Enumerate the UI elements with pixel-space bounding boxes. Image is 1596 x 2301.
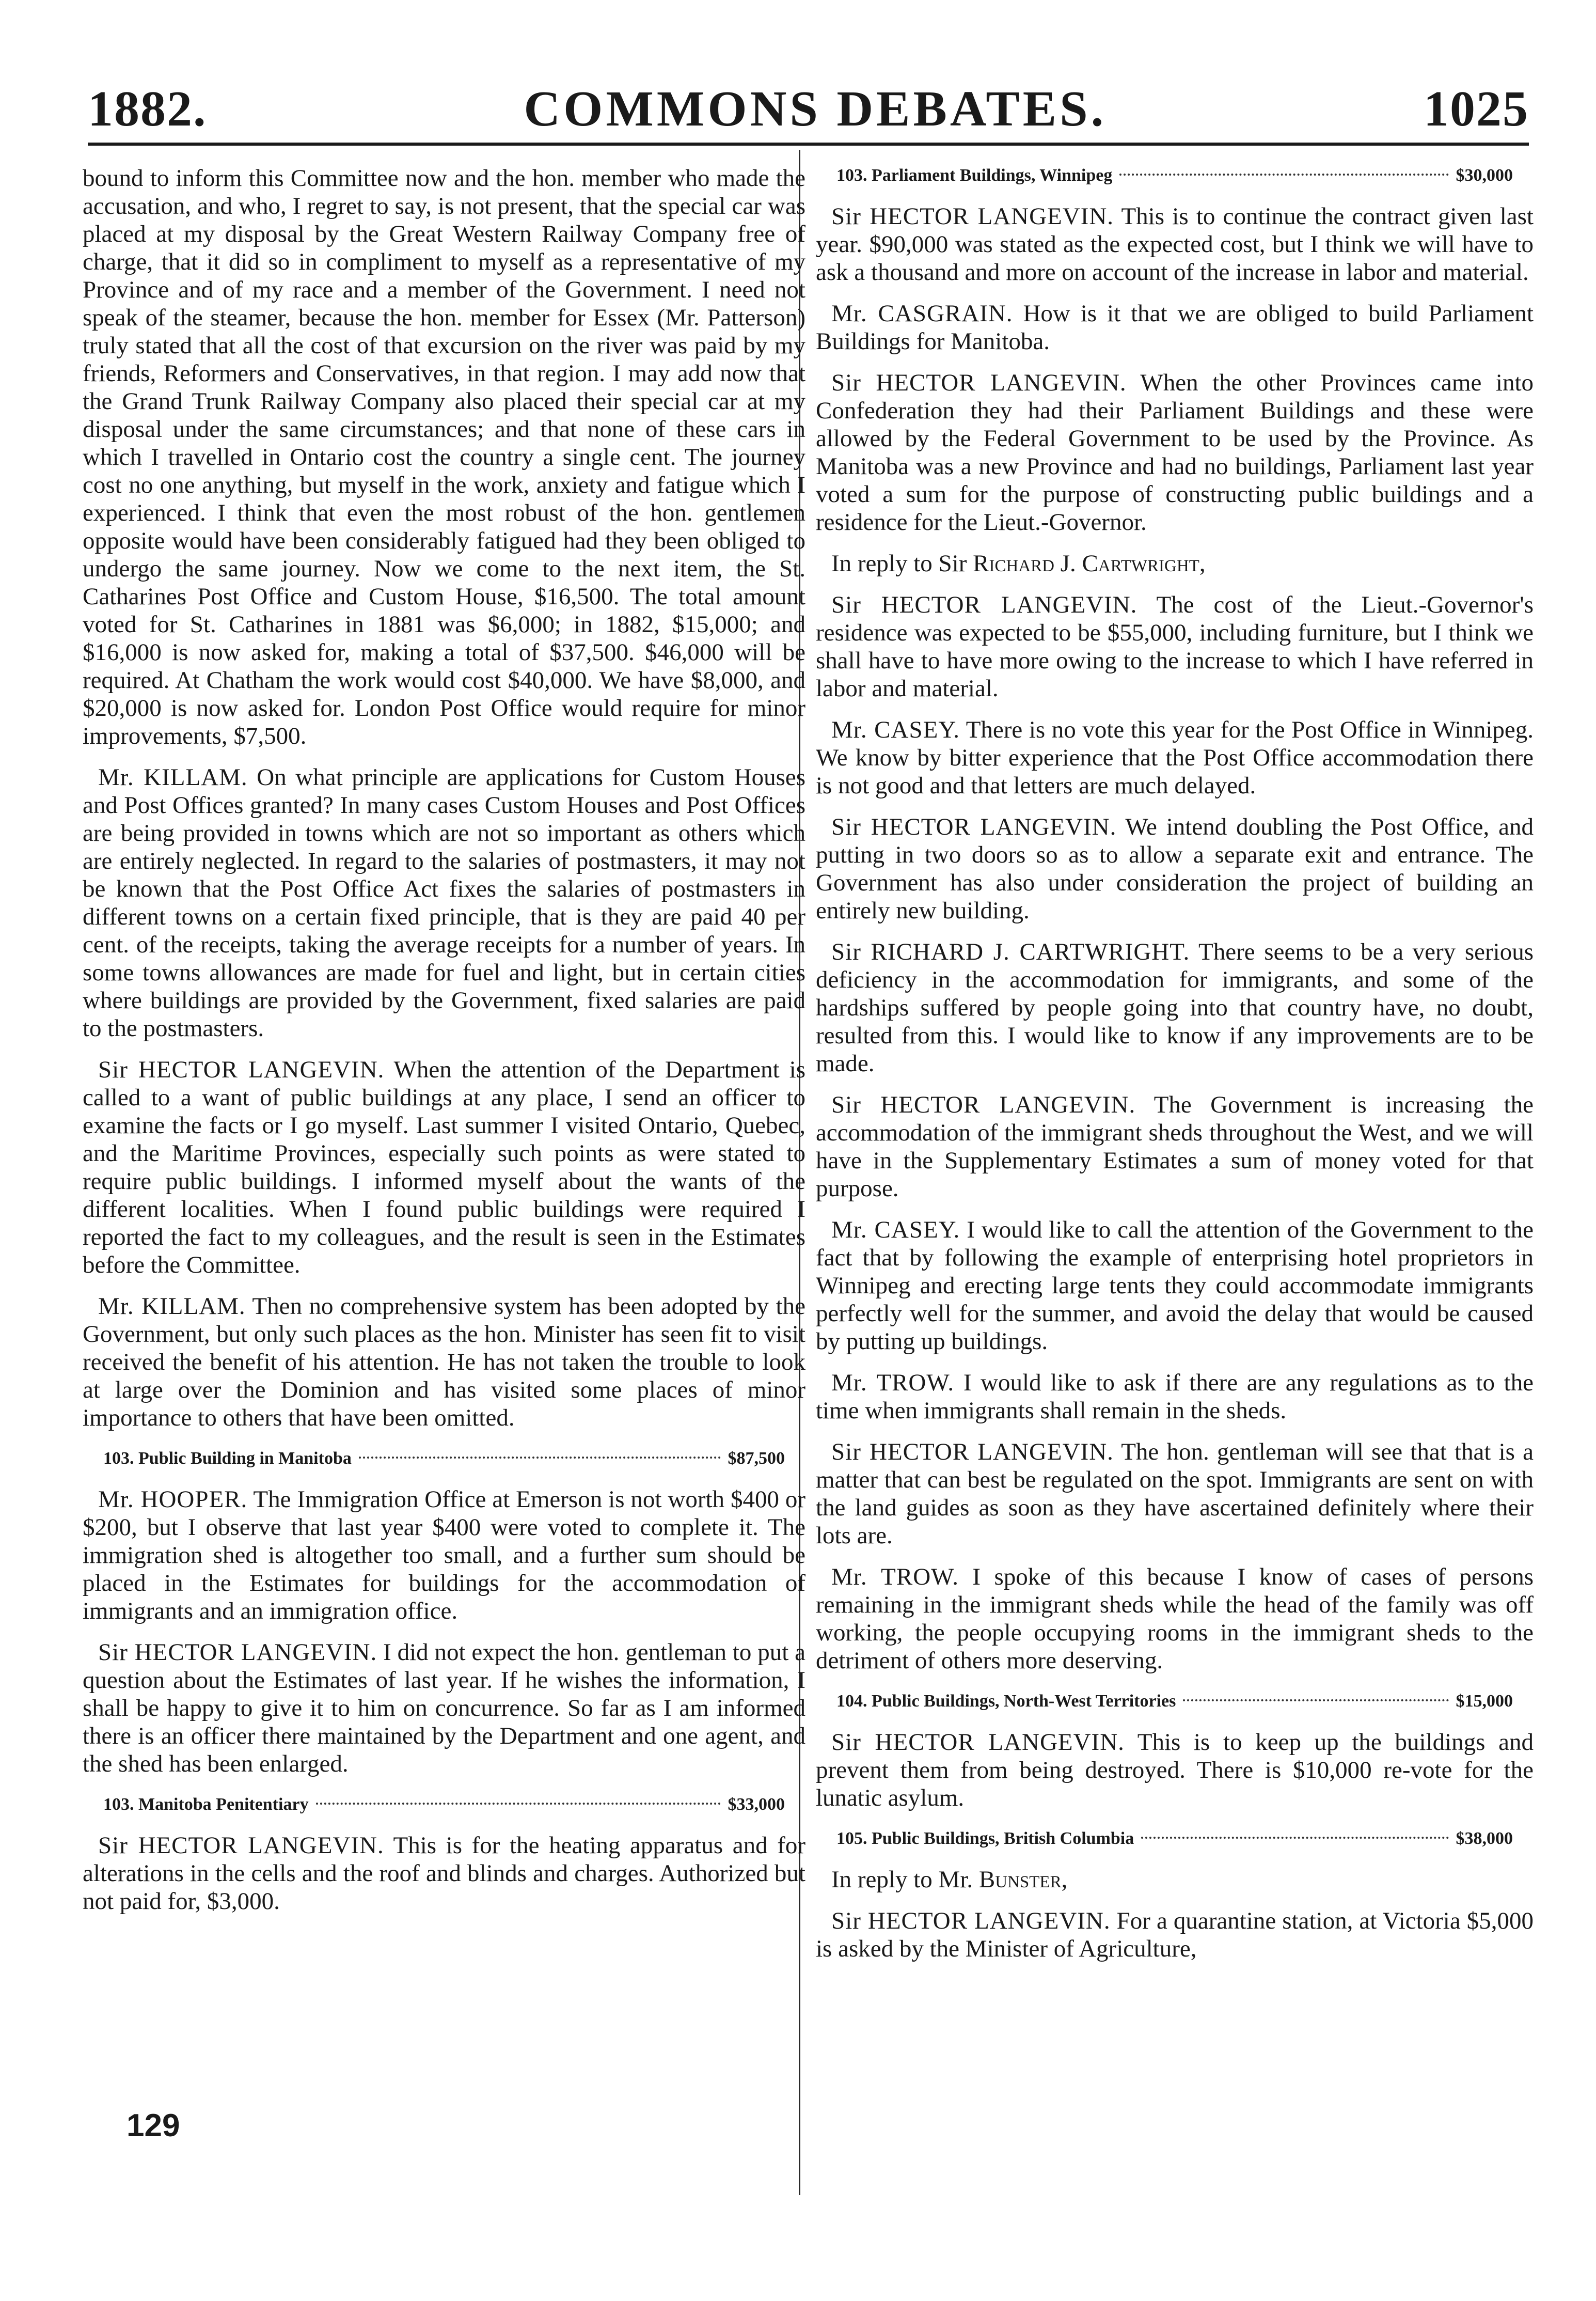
paragraph-text: Then no comprehensive system has been adopted by the Government, but only such places as the hon. Minister has seen fit to visit received the benefit of his attention. He has not taken the trouble to look at large over the Dominion and has visited some places of minor importance to others that have been omitted. bbox=[83, 1293, 806, 1431]
paragraph-text: I would like to ask if there are any regulations as to the time when immigrants shall remain in the sheds. bbox=[816, 1369, 1534, 1424]
paragraph bbox=[83, 164, 805, 750]
paragraph-text: This is to continue the contract given last year. $90,000 was stated as the expected cost, but I think we will have to ask a thousand and more on account of the increase in labor and material. bbox=[816, 203, 1534, 286]
paragraph bbox=[816, 1091, 1534, 1202]
speaker-name: Sir HECTOR LANGEVIN. bbox=[831, 1729, 1125, 1756]
speaker-name: Mr. CASEY. bbox=[831, 716, 960, 743]
paragraph bbox=[83, 1292, 805, 1432]
paragraph bbox=[83, 1056, 805, 1279]
reply-note-name: Richard J. Cartwright, bbox=[973, 550, 1206, 577]
paragraph bbox=[816, 1438, 1534, 1549]
speaker-name: Mr. CASGRAIN. bbox=[831, 300, 1013, 327]
leader-dots bbox=[1183, 1699, 1448, 1701]
estimate-label: 103. Public Building in Manitoba bbox=[103, 1449, 352, 1468]
paragraph-text: This is to keep up the buildings and prevent them from being destroyed. There is $10,000 re-vote for the lunatic asylum. bbox=[816, 1729, 1534, 1811]
paragraph bbox=[83, 1485, 805, 1625]
speaker-name: Sir HECTOR LANGEVIN. bbox=[98, 1639, 377, 1666]
speaker-name: Mr. TROW. bbox=[831, 1563, 959, 1590]
paragraph-text: I would like to call the attention of the Government to the fact that by following the example of enterprising hotel proprietors in Winnipeg and erecting large tents they could accommodate immigrants perfectly well for the summer, and avoid the delay that would be caused by putting up buildings. bbox=[816, 1216, 1534, 1355]
paragraph bbox=[83, 1638, 805, 1778]
header-page-number: 1025 bbox=[1423, 81, 1529, 137]
speaker-name: Mr. KILLAM. bbox=[98, 764, 248, 791]
header-year: 1882. bbox=[88, 81, 207, 137]
reply-note-text: In reply to Mr. bbox=[831, 1866, 973, 1893]
estimate-label: 104. Public Buildings, North-West Territories bbox=[836, 1692, 1176, 1711]
page-header bbox=[88, 72, 1529, 137]
estimate-item bbox=[83, 1447, 805, 1470]
estimate-amount: $30,000 bbox=[1456, 166, 1513, 185]
paragraph bbox=[83, 763, 805, 1042]
estimate-amount: $87,500 bbox=[728, 1449, 785, 1468]
estimate-label: 103. Parliament Buildings, Winnipeg bbox=[836, 166, 1113, 185]
paragraph-text: The cost of the Lieut.-Governor's residence was expected to be $55,000, including furniture, but I think we shall have to have more owing to the increase to which I have referred in labor and material. bbox=[816, 591, 1534, 702]
speaker-name: Mr. CASEY. bbox=[831, 1216, 960, 1243]
folio-number: 129 bbox=[127, 2108, 180, 2143]
paragraph-text: This is for the heating apparatus and for alterations in the cells and the roof and blinds and charges. Authorized but not paid for, $3,000. bbox=[83, 1832, 805, 1915]
leader-dots bbox=[1141, 1837, 1448, 1839]
speaker-name: Sir HECTOR LANGEVIN. bbox=[831, 369, 1127, 396]
speaker-name: Sir HECTOR LANGEVIN. bbox=[831, 591, 1137, 618]
paragraph bbox=[83, 1832, 805, 1915]
paragraph bbox=[816, 938, 1534, 1077]
paragraph-text: When the attention of the Department is called to a want of public buildings at any place, I send an officer to examine the facts or I go myself. Last summer I visited Ontario, Quebec, and the Maritime Provinces, especially such points as were stated to require public buildings. I informed myself about the wants of the different localities. When I found public buildings were required I reported the fact to my colleagues, and the result is seen in the Estimates before the Committee. bbox=[83, 1056, 805, 1278]
leader-dots bbox=[316, 1803, 721, 1805]
paragraph-text: The Government is increasing the accommodation of the immigrant sheds throughout the West, and we will have in the Supplementary Estimates a sum of money voted for that purpose. bbox=[816, 1091, 1534, 1202]
paragraph-text: I spoke of this because I know of cases of persons remaining in the immigrant sheds while the head of the family was off working, the people occupying rooms in the immigrant sheds to the detriment of others more deserving. bbox=[816, 1563, 1534, 1674]
paragraph bbox=[816, 1216, 1534, 1355]
paragraph-text: For a quarantine station, at Victoria $5,000 is asked by the Minister of Agriculture, bbox=[816, 1907, 1534, 1962]
paragraph-text: When the other Provinces came into Confederation they had their Parliament Buildings and these were allowed by the Federal Government to be used by the Province. As Manitoba was a new Province and had no buildings, Parliament last year voted a sum for the purpose of constructing public buildings and a residence for the Lieut.-Governor. bbox=[816, 369, 1534, 536]
header-rule bbox=[88, 143, 1529, 146]
paragraph bbox=[816, 202, 1534, 286]
speaker-name: Mr. KILLAM. bbox=[98, 1293, 246, 1320]
reply-note bbox=[816, 550, 1534, 577]
speaker-name: Sir HECTOR LANGEVIN. bbox=[831, 813, 1117, 840]
paragraph-text: bound to inform this Committee now and the hon. member who made the accusation, and who, I regret to say, is not present, that the special car was placed at my disposal by the Great Western Railway Company free of charge, that it did so in compliment to myself as a representative of my Province and of my race and a member of the Government. I need not speak of the steamer, because the hon. member for Essex (Mr. Patterson) truly stated that all the cost of that excursion on the river was paid by my friends, Reformers and Conservatives, in that region. I may add now that the Grand Trunk Railway Company also placed their special car at my disposal under the same circumstances; and that none of these cars in which I travelled in Ontario cost the country a single cent. The journey cost no one anything, but myself in the work, anxiety and fatigue which I experienced. I think that even the most robust of the hon. gentlemen opposite would have been considerably fatigued had they been obliged to undergo the same journey. Now we come to the next item, the St. Catharines Post Office and Custom House, $16,500. The total amount voted for St. Catharines in 1881 was $6,000; in 1882, $15,000; and $16,000 is now asked for, making a total of $37,500. $46,000 will be required. At Chatham the work would cost $40,000. We have $8,000, and $20,000 is now asked for. London Post Office would require for minor improvements, $7,500. bbox=[83, 165, 805, 749]
paragraph-text: There is no vote this year for the Post Office in Winnipeg. We know by bitter experience that the Post Office accommodation there is not good and that letters are much delayed. bbox=[816, 716, 1534, 799]
paragraph-text: On what principle are applications for Custom Houses and Post Offices granted? In many cases Custom Houses and Post Offices are being provided in towns which are not so important as others which are entirely neglected. In regard to the salaries of postmasters, it may not be known that the Post Office Act fixes the salaries of postmasters in different towns on a certain fixed principle, that is they are paid 40 per cent. of the receipts, taking the average receipts for a number of years. In some towns allowances are made for fuel and light, but in certain cities where buildings are provided by the Government, fixed salaries are paid to the postmasters. bbox=[83, 764, 806, 1042]
speaker-name: Mr. TROW. bbox=[831, 1369, 955, 1396]
estimate-item bbox=[816, 1827, 1534, 1850]
estimate-label: 103. Manitoba Penitentiary bbox=[103, 1795, 309, 1814]
speaker-name: Sir HECTOR LANGEVIN. bbox=[98, 1832, 384, 1859]
estimate-item bbox=[83, 1793, 805, 1816]
leader-dots bbox=[1119, 174, 1448, 176]
paragraph bbox=[816, 1728, 1534, 1812]
speaker-name: Sir RICHARD J. CARTWRIGHT. bbox=[831, 938, 1190, 965]
header-title: COMMONS DEBATES. bbox=[524, 81, 1107, 137]
speaker-name: Sir HECTOR LANGEVIN. bbox=[831, 1438, 1114, 1465]
speaker-name: Sir HECTOR LANGEVIN. bbox=[98, 1056, 385, 1083]
paragraph-text: The hon. gentleman will see that that is a matter that can best be regulated on the spot. Immigrants are sent on with the land guides as soon as they have ascertained definitely where their lots are. bbox=[816, 1438, 1534, 1549]
paragraph-text: I did not expect the hon. gentleman to put a question about the Estimates of last year. If he wishes the information, I shall be happy to give it to him on concurrence. So far as I am informed there is an officer there maintained by the Department and one agent, and the shed has been enlarged. bbox=[83, 1639, 806, 1777]
paragraph bbox=[816, 1369, 1534, 1425]
estimate-label: 105. Public Buildings, British Columbia bbox=[836, 1829, 1134, 1848]
leader-dots bbox=[359, 1457, 721, 1459]
speaker-name: Sir HECTOR LANGEVIN. bbox=[831, 1907, 1111, 1934]
paragraph bbox=[816, 369, 1534, 536]
reply-note-name: Bunster, bbox=[978, 1866, 1068, 1893]
reply-note bbox=[816, 1866, 1534, 1893]
estimate-item bbox=[816, 1690, 1534, 1713]
estimate-amount: $38,000 bbox=[1456, 1829, 1513, 1848]
reply-note-text: In reply to Sir bbox=[831, 550, 967, 577]
speaker-name: Sir HECTOR LANGEVIN. bbox=[831, 1091, 1136, 1118]
paragraph bbox=[816, 716, 1534, 800]
paragraph-text: The Immigration Office at Emerson is not worth $400 or $200, but I observe that last year $400 were voted to complete it. The immigration shed is altogether too small, and a further sum should be placed in the Estimates for buildings for the accommodation of immigrants and an immigration office. bbox=[83, 1486, 806, 1624]
paragraph bbox=[816, 300, 1534, 355]
estimate-item bbox=[816, 164, 1534, 187]
paragraph-text: How is it that we are obliged to build Parliament Buildings for Manitoba. bbox=[816, 300, 1534, 355]
paragraph-text: There seems to be a very serious deficiency in the accommodation for immigrants, and some of the hardships suffered by people going into that country have, no doubt, resulted from this. I would like to know if any improvements are to be made. bbox=[816, 938, 1534, 1077]
paragraph-text: We intend doubling the Post Office, and putting in two doors so as to allow a separate exit and entrance. The Government has also under consideration the project of building an entirely new building. bbox=[816, 813, 1534, 924]
paragraph bbox=[816, 591, 1534, 702]
right-column bbox=[816, 164, 1534, 1976]
paragraph bbox=[816, 1563, 1534, 1674]
speaker-name: Sir HECTOR LANGEVIN. bbox=[831, 203, 1114, 230]
left-column bbox=[83, 164, 805, 1929]
estimate-amount: $33,000 bbox=[728, 1795, 785, 1814]
estimate-amount: $15,000 bbox=[1456, 1692, 1513, 1711]
speaker-name: Mr. HOOPER. bbox=[98, 1486, 248, 1513]
paragraph bbox=[816, 1907, 1534, 1963]
paragraph bbox=[816, 813, 1534, 925]
